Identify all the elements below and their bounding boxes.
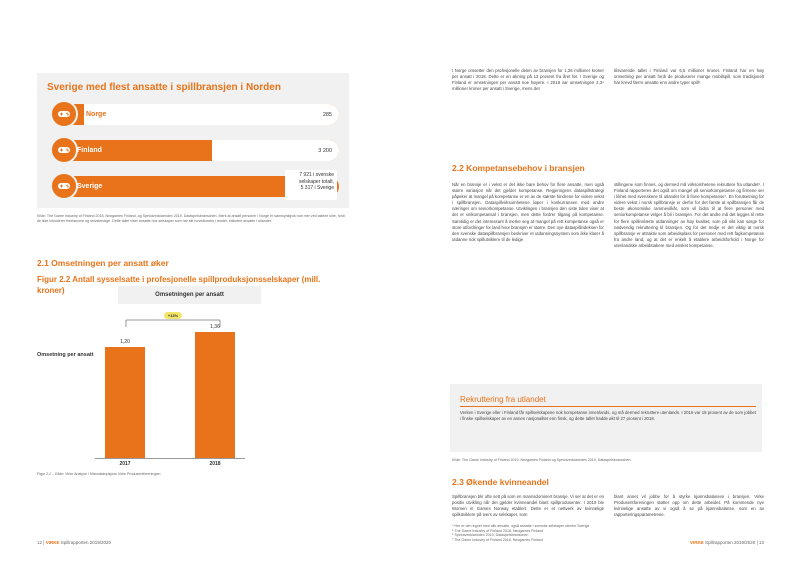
intro-col-1: I Norge omsetter den profesjonelle delen av bransjen for 1,36 millioner kroner per ansatt i 2018. Dette er en økning på 13 prosent fra året før. I Sverige og Finland er omsetningen per ansatt noe høyere. I 2018 var omsetningen 2,3⁴ millioner kroner per ansatt i Sverige, mens det	[452, 68, 604, 92]
gamepad-icon	[50, 100, 78, 128]
chart-category-label: 2017	[119, 461, 131, 467]
report-title: Spillrapporten 2019/2020	[60, 540, 112, 545]
figure-title: Figur 2.2 Antall sysselsatte i profesjonelle spillproduksjonsselskaper (mill. kroner)	[37, 275, 321, 295]
footnote-4: ⁴ Her er det regnet med alle ansatte, også ansatte i svenske selskaper utenfor Sverige	[452, 524, 590, 528]
footnote-6: ⁶ Spelutvecklarindex 2019, Dataspelsbranschen	[452, 533, 529, 538]
sverige-line-2: selskaper totalt,	[298, 178, 334, 185]
brand-name: VIRKE	[689, 540, 704, 545]
section2-col-2: stillingene som finnes, og dermed må virksomhetene rekruttere fra utlandet⁶. I Finland rapporteres det også om mangel på seniorkompetanse og firmene ser i likhet med svenskene til utlandet for å finne kompetanse⁷. En forutsetning for videre vekst i norsk spillbransje er derfor for det første at spillbransjen får de beste økonomiske rammevilkår, som vil bidra til at flere personer med seniorkompetanse velger å bli i bransjen. For det andre må det legges til rette for flere spillinnlærte utdanninger av høy kvalitet, som på sikt kan sørge for nødvendig rekruttering til bransjen. Og for det tredje er det viktig at norsk spillbransje er attraktiv som arbeidsplass for personer med rett fagkompetanse fra andre land, og at det er enkelt å etablere arbeidsforhold i Norge for utenlandske arbeidstakere med ønsket kompetanse.	[614, 182, 764, 248]
chart-bar-2017	[105, 347, 145, 458]
page-number: 13	[758, 540, 764, 545]
gamepad-icon	[50, 172, 78, 200]
bar-sverige-value	[284, 172, 334, 192]
intro-col-2: tilsvarende tallet i Finland var 6,5 millioner kroner. Finland har en høy omsetning per ansatt fordi de produserer mange mobilspill, som tradisjonelt har krevd færre ansatte enn andre typer spill⁵.	[614, 68, 764, 86]
figure-source: Figur 2.2 – Kilde: Virke Analyse / Manodskripsjons Virke Produsentforeningen.	[37, 472, 162, 476]
section3-col-2: blant annet vil jobbe for å styrke kjønnsbalansen i bransjen. Virke Produsentforeningen støtter opp om dette arbeidet. På kommende nye kvinnelige ansatte av vi også å se på kjønnsbalanse, som en av rapporteringsparametrene.	[614, 494, 764, 518]
footnote-5: ⁵ The Game Industry of Finland 2018, Neogames Finland	[452, 528, 544, 533]
brand-name: VIRKE	[45, 540, 60, 545]
chart-value-label: 1,20	[120, 338, 130, 345]
recruitment-source: Kilde: The Game Industry of Finland 2019, Neogames Finland og Spelutvecklarindex 2019, Dataspelsbranschen.	[452, 458, 632, 462]
footer-right: VIRKE Spillrapporten 2019/2020 | 13	[689, 540, 764, 545]
footer-left: 12 | VIRKE Spillrapporten 2019/2020	[37, 540, 112, 545]
chart-legend: Omsetningen per ansatt	[118, 286, 261, 304]
report-title: Spillrapporten 2019/2020	[705, 540, 756, 545]
bar-chart	[95, 300, 275, 467]
gamepad-icon	[50, 136, 78, 164]
bar-finland-label: Finland	[77, 147, 102, 154]
recruitment-text: Verken i Sverige eller i Finland får spillselskapene nok kompetanse innenlands, og må dermed rekruttere utenlands. I 2016 var 18 prosent av de som jobbet i finske spillselskaper av en annen nasjonalitet enn finsk, og dette tallet hadde økt til 27 prosent i 2018.	[460, 410, 756, 422]
chart-baseline	[95, 458, 245, 459]
bar-finland-value: 3 200	[318, 148, 332, 154]
bar-norge-label: Norge	[86, 111, 107, 118]
chart-category-label: 2018	[209, 461, 221, 467]
bar-norge-value: 285	[322, 112, 332, 118]
infographic-source: Kilde: The Game Industry of Finland 2018, Neogames Finland, og Spelutvecklarindex 2019, Dataspelsbranschen. Merk at ansatt personer i Norge er sannsynligvis noe mer ved tallene sine, fordi de ikke inkluderer freelancere og selvstendige. Dette tallet viser ansatte hos selskaper som har sitt hovedkontor i landet, inkludert ansatte i utlandet.	[37, 214, 345, 223]
section-heading-2-1: 2.1 Omsetningen per ansatt øker	[37, 258, 169, 268]
footnote-7: ⁷ The Game Industry of Finland 2018, Neogames Finland	[452, 537, 543, 542]
infographic-title: Sverige med flest ansatte i spillbransjen i Norden	[47, 82, 281, 93]
sverige-line-3: 5 317 i Sverige	[300, 185, 334, 191]
chart-value-label: 1,36	[210, 323, 220, 330]
bar-sverige-label: Sverige	[77, 183, 103, 190]
section-heading-2-3: 2.3 Økende kvinneandel	[452, 477, 549, 487]
section-heading-2-2: 2.2 Kompetansebehov i bransjen	[452, 163, 585, 173]
growth-badge: +13%	[164, 312, 182, 319]
page-number: 12	[37, 540, 43, 545]
recruitment-title: Rekruttering fra utlandet	[460, 395, 546, 404]
sverige-line-1: 7 921 i svenske	[299, 172, 334, 178]
chart-axis-label: Omsetning per ansatt	[37, 352, 94, 358]
chart-bar-2018	[195, 332, 235, 458]
section3-col-1: Spillbransjen blir ofte sett på som en mannsdominert bransje. Vi ser at det er en positiv utvikling når det gjelder kvinneandel blant spillprodusenter. I 2019 ble Women in Games Norway etablert. Dette er et nettverk av kvinnelige spillutviklere på tvers av selskaper, som	[452, 494, 604, 518]
section2-col-1: Når en bransje er i vekst er det ikke bare behov for flere ansatte, men også større variasjon når det gjelder kompetanse. Regjeringens dataspillstrategi påpeker at mangel på kompetanse er en av de største hindrene for videre vekst i spillbransjen. Dataspillvirksomhetene løper i konkurransen med andre næringer om seniorkompetanse. Utviklingen i bransjen den siste tiden viser at det er velkompetansal i bransjen, men dette fordrer tilgang på kompetanse. Samtidig er det interessant å merke seg at mangel på rett kompetanse også er store utfordringer for land hvor bransjen er større. Den nye dataspillindeksen for den svenske dataspillbransjen beskriver et utdanningssystem som ikke klarer å utdanne nok spillutviklere til de ledige	[452, 182, 604, 242]
recruitment-divider	[460, 406, 756, 407]
